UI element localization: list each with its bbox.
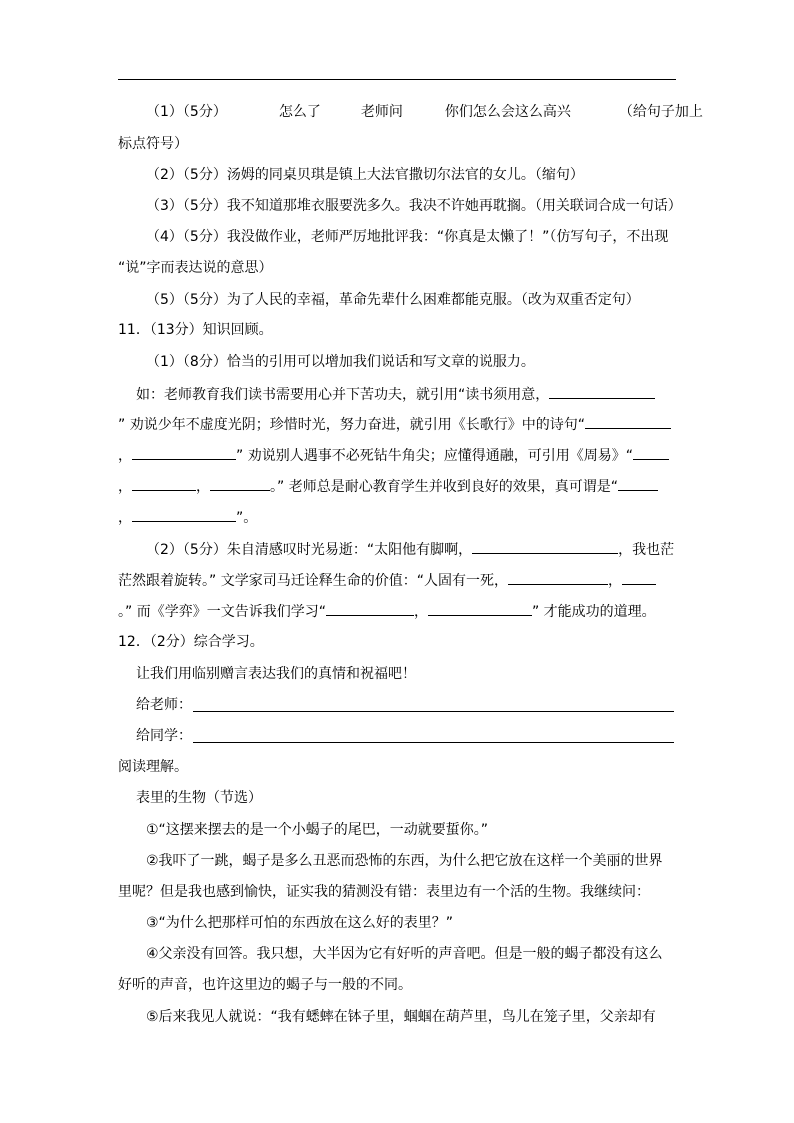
q11-p3 bbox=[118, 447, 678, 464]
header-rule bbox=[118, 79, 676, 80]
q10-s3: （3）（5分）我不知道那堆衣服要洗多久。我决不许她再耽搁。（用关联词合成一句话） bbox=[146, 198, 682, 214]
q11-s2-line3 bbox=[118, 603, 678, 620]
q10-s4-line2: “说”字而表达说的意思） bbox=[118, 260, 273, 276]
q11-s2-line1 bbox=[146, 541, 678, 558]
q12-heading: 12．（2分）综合学习。 bbox=[118, 634, 264, 650]
q11-p3-comma: ， bbox=[118, 448, 132, 464]
q11-s2-comma: ， bbox=[607, 573, 622, 589]
answer-blank[interactable] bbox=[508, 572, 608, 585]
q11-p5 bbox=[118, 509, 678, 526]
reading-p4-line2: 好听的声音，也许这里边的蝎子与一般的不同。 bbox=[118, 977, 412, 993]
answer-blank[interactable] bbox=[326, 603, 414, 616]
q12-prompt: 让我们用临别赠言表达我们的真情和祝福吧！ bbox=[136, 666, 416, 682]
q12-classmate-label: 给同学： bbox=[136, 728, 192, 744]
q11-p2-text: ” 劝说少年不虚度光阴；珍惜时光，努力奋进，就引用《长歌行》中的诗句“ bbox=[118, 417, 585, 433]
q11-p1-text: 如：老师教育我们读书需要用心并下苦功夫，就引用“读书须用意， bbox=[136, 387, 550, 403]
reading-p5: ⑤后来我见人就说：“我有蟋蟀在钵子里，蝈蝈在葫芦里，鸟儿在笼子里，父亲却有 bbox=[146, 1009, 656, 1025]
reading-p4-line1: ④父亲没有回答。我只想，大半因为它有好听的声音吧。但是一般的蝎子都没有这么 bbox=[146, 946, 663, 962]
q11-p4-comma1: ， bbox=[118, 479, 132, 495]
q11-s2-text2: ，我也茫 bbox=[618, 542, 675, 558]
answer-blank[interactable] bbox=[428, 603, 532, 616]
answer-blank[interactable] bbox=[132, 509, 236, 522]
q11-s2-text1: （2）（5分）朱自清感叹时光易逝：“太阳他有脚啊， bbox=[146, 542, 473, 558]
q10-s1-line1 bbox=[146, 104, 703, 120]
q12-teacher-label: 给老师： bbox=[136, 697, 192, 713]
q11-p4-text: 。” 老师总是耐心教育学生并收到良好的效果，真可谓是“ bbox=[270, 479, 618, 495]
answer-blank[interactable] bbox=[132, 447, 236, 460]
q11-p2 bbox=[118, 416, 678, 433]
reading-p3: ③“为什么把那样可怕的东西放在这么好的表里？” bbox=[146, 915, 454, 931]
q11-p4-comma2: ， bbox=[196, 479, 210, 495]
q11-s2-comma2: ， bbox=[413, 604, 428, 620]
answer-blank[interactable] bbox=[210, 478, 270, 491]
q10-s1-instruction: （给句子加上 bbox=[618, 104, 703, 120]
answer-blank[interactable] bbox=[618, 478, 658, 491]
q10-s5: （5）（5分）为了人民的幸福，革命先辈什么困难都能克服。（改为双重否定句） bbox=[146, 292, 640, 308]
q11-p1 bbox=[136, 386, 696, 403]
q11-p5-end: ”。 bbox=[236, 510, 258, 526]
q10-s1-lead: （1）（5分） bbox=[146, 104, 227, 120]
q10-s1-line2: 标点符号） bbox=[118, 136, 188, 152]
answer-blank[interactable] bbox=[585, 416, 671, 429]
answer-blank[interactable] bbox=[622, 572, 656, 585]
q11-s2-line2 bbox=[118, 572, 678, 589]
q10-s2: （2）（5分）汤姆的同桌贝琪是镇上大法官撒切尔法官的女儿。（缩句） bbox=[146, 167, 584, 183]
answer-blank[interactable] bbox=[132, 478, 196, 491]
q10-s1-word3: 你们怎么会这么高兴 bbox=[444, 104, 571, 120]
q11-s2-text4: 。” 而《学弈》一文告诉我们学习“ bbox=[118, 604, 326, 620]
q11-p3-text: ” 劝说别人遇事不必死钻牛角尖；应懂得通融，可引用《周易》“ bbox=[236, 448, 633, 464]
q11-heading: 11．（13分）知识回顾。 bbox=[118, 322, 273, 338]
answer-blank[interactable] bbox=[472, 541, 618, 554]
q11-s2-text5: ” 才能成功的道理。 bbox=[531, 604, 656, 620]
q11-p5-comma: ， bbox=[118, 510, 132, 526]
answer-blank[interactable] bbox=[549, 386, 655, 399]
reading-label: 阅读理解。 bbox=[118, 759, 188, 775]
q10-s1-word2: 老师问 bbox=[360, 104, 403, 120]
q11-s2-text3: 茫然跟着旋转。” 文学家司马迁诠释生命的价值：“人固有一死， bbox=[118, 573, 508, 589]
reading-p2-line2: 里呢？但是我也感到愉快，证实我的猜测没有错：表里边有一个活的生物。我继续问： bbox=[118, 884, 650, 900]
reading-p1: ①“这摆来摆去的是一个小蝎子的尾巴，一动就要蜇你。” bbox=[146, 822, 489, 838]
reading-title: 表里的生物（节选） bbox=[136, 790, 262, 806]
teacher-answer-line[interactable] bbox=[193, 711, 674, 712]
q11-p4 bbox=[118, 478, 678, 495]
reading-p2-line1: ②我吓了一跳，蝎子是多么丑恶而恐怖的东西，为什么把它放在这样一个美丽的世界 bbox=[146, 853, 663, 869]
q10-s1-word1: 怎么了 bbox=[278, 104, 321, 120]
q11-s1-intro: （1）（8分）恰当的引用可以增加我们说话和写文章的说服力。 bbox=[146, 354, 535, 370]
answer-blank[interactable] bbox=[633, 447, 669, 460]
classmate-answer-line[interactable] bbox=[193, 742, 674, 743]
q10-s4-line1: （4）（5分）我没做作业，老师严厉地批评我：“你真是太懒了！”（仿写句子，不出现 bbox=[146, 229, 669, 245]
